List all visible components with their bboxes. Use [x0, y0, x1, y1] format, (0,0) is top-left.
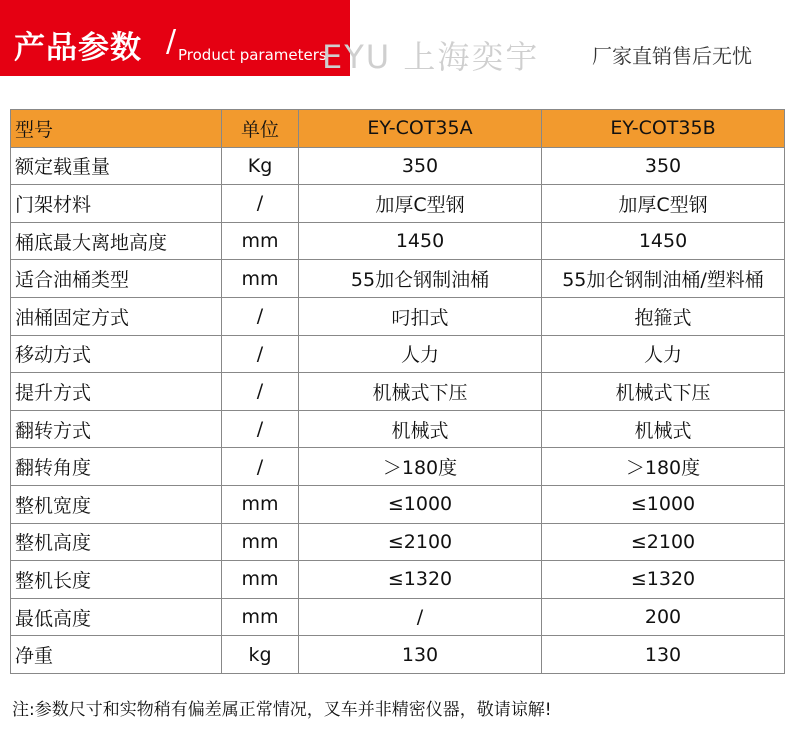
- param-value-b: 人力: [542, 335, 785, 373]
- param-value-a: 350: [299, 147, 542, 185]
- param-value-b: 130: [542, 636, 785, 674]
- table-row: [11, 260, 785, 298]
- param-name: 移动方式: [11, 335, 222, 373]
- table-row: [11, 335, 785, 373]
- param-value-b: ＞180度: [542, 448, 785, 486]
- param-name: 额定载重量: [11, 147, 222, 185]
- param-value-b: ≤1000: [542, 485, 785, 523]
- param-value-a: 人力: [299, 335, 542, 373]
- table-row: [11, 523, 785, 561]
- brand-watermark: EYU 上海奕宇: [322, 38, 540, 76]
- param-unit: /: [222, 335, 299, 373]
- table-row: [11, 561, 785, 599]
- table-row: [11, 448, 785, 486]
- param-value-a: ≤1000: [299, 485, 542, 523]
- param-value-b: 抱箍式: [542, 297, 785, 335]
- param-value-b: 加厚C型钢: [542, 185, 785, 223]
- column-header-unit: 单位: [222, 110, 299, 148]
- param-name: 整机宽度: [11, 485, 222, 523]
- param-value-b: 1450: [542, 222, 785, 260]
- param-value-a: 叼扣式: [299, 297, 542, 335]
- param-name: 整机高度: [11, 523, 222, 561]
- param-name: 翻转角度: [11, 448, 222, 486]
- table-header-row: [11, 110, 785, 148]
- param-value-b: 机械式: [542, 410, 785, 448]
- param-value-a: ≤2100: [299, 523, 542, 561]
- footer-note: 注:参数尺寸和实物稍有偏差属正常情况，叉车并非精密仪器，敬请谅解!: [12, 700, 552, 720]
- param-value-a: ≤1320: [299, 561, 542, 599]
- slogan: 厂家直销售后无忧: [592, 44, 752, 68]
- param-unit: kg: [222, 636, 299, 674]
- param-value-a: /: [299, 598, 542, 636]
- param-name: 整机长度: [11, 561, 222, 599]
- table-row: [11, 297, 785, 335]
- page-title: 产品参数: [14, 30, 142, 66]
- table-row: [11, 410, 785, 448]
- header-banner: [0, 0, 790, 80]
- param-unit: mm: [222, 598, 299, 636]
- param-name: 适合油桶类型: [11, 260, 222, 298]
- param-value-a: 机械式: [299, 410, 542, 448]
- param-value-a: 55加仑钢制油桶: [299, 260, 542, 298]
- param-value-a: 加厚C型钢: [299, 185, 542, 223]
- table-row: [11, 147, 785, 185]
- param-name: 翻转方式: [11, 410, 222, 448]
- param-unit: mm: [222, 260, 299, 298]
- param-value-b: 200: [542, 598, 785, 636]
- param-unit: /: [222, 373, 299, 411]
- param-value-a: 130: [299, 636, 542, 674]
- param-value-b: ≤2100: [542, 523, 785, 561]
- param-name: 门架材料: [11, 185, 222, 223]
- param-name: 油桶固定方式: [11, 297, 222, 335]
- param-value-a: 机械式下压: [299, 373, 542, 411]
- param-value-a: 1450: [299, 222, 542, 260]
- param-value-a: ＞180度: [299, 448, 542, 486]
- param-name: 提升方式: [11, 373, 222, 411]
- param-name: 桶底最大离地高度: [11, 222, 222, 260]
- param-unit: mm: [222, 485, 299, 523]
- param-value-b: 机械式下压: [542, 373, 785, 411]
- param-name: 净重: [11, 636, 222, 674]
- param-value-b: 350: [542, 147, 785, 185]
- param-unit: /: [222, 410, 299, 448]
- table-row: [11, 598, 785, 636]
- title-slash: /: [166, 24, 177, 59]
- table-row: [11, 485, 785, 523]
- table-row: [11, 185, 785, 223]
- param-unit: mm: [222, 523, 299, 561]
- param-unit: /: [222, 448, 299, 486]
- column-header-model-a: EY-COT35A: [299, 110, 542, 148]
- parameter-table: [10, 109, 785, 674]
- column-header-model-b: EY-COT35B: [542, 110, 785, 148]
- page-title-english: Product parameters: [178, 46, 327, 64]
- param-unit: Kg: [222, 147, 299, 185]
- param-unit: /: [222, 297, 299, 335]
- table-row: [11, 373, 785, 411]
- param-unit: mm: [222, 561, 299, 599]
- table-row: [11, 636, 785, 674]
- param-unit: /: [222, 185, 299, 223]
- param-value-b: ≤1320: [542, 561, 785, 599]
- param-value-b: 55加仑钢制油桶/塑料桶: [542, 260, 785, 298]
- column-header-model: 型号: [11, 110, 222, 148]
- table-row: [11, 222, 785, 260]
- param-name: 最低高度: [11, 598, 222, 636]
- param-unit: mm: [222, 222, 299, 260]
